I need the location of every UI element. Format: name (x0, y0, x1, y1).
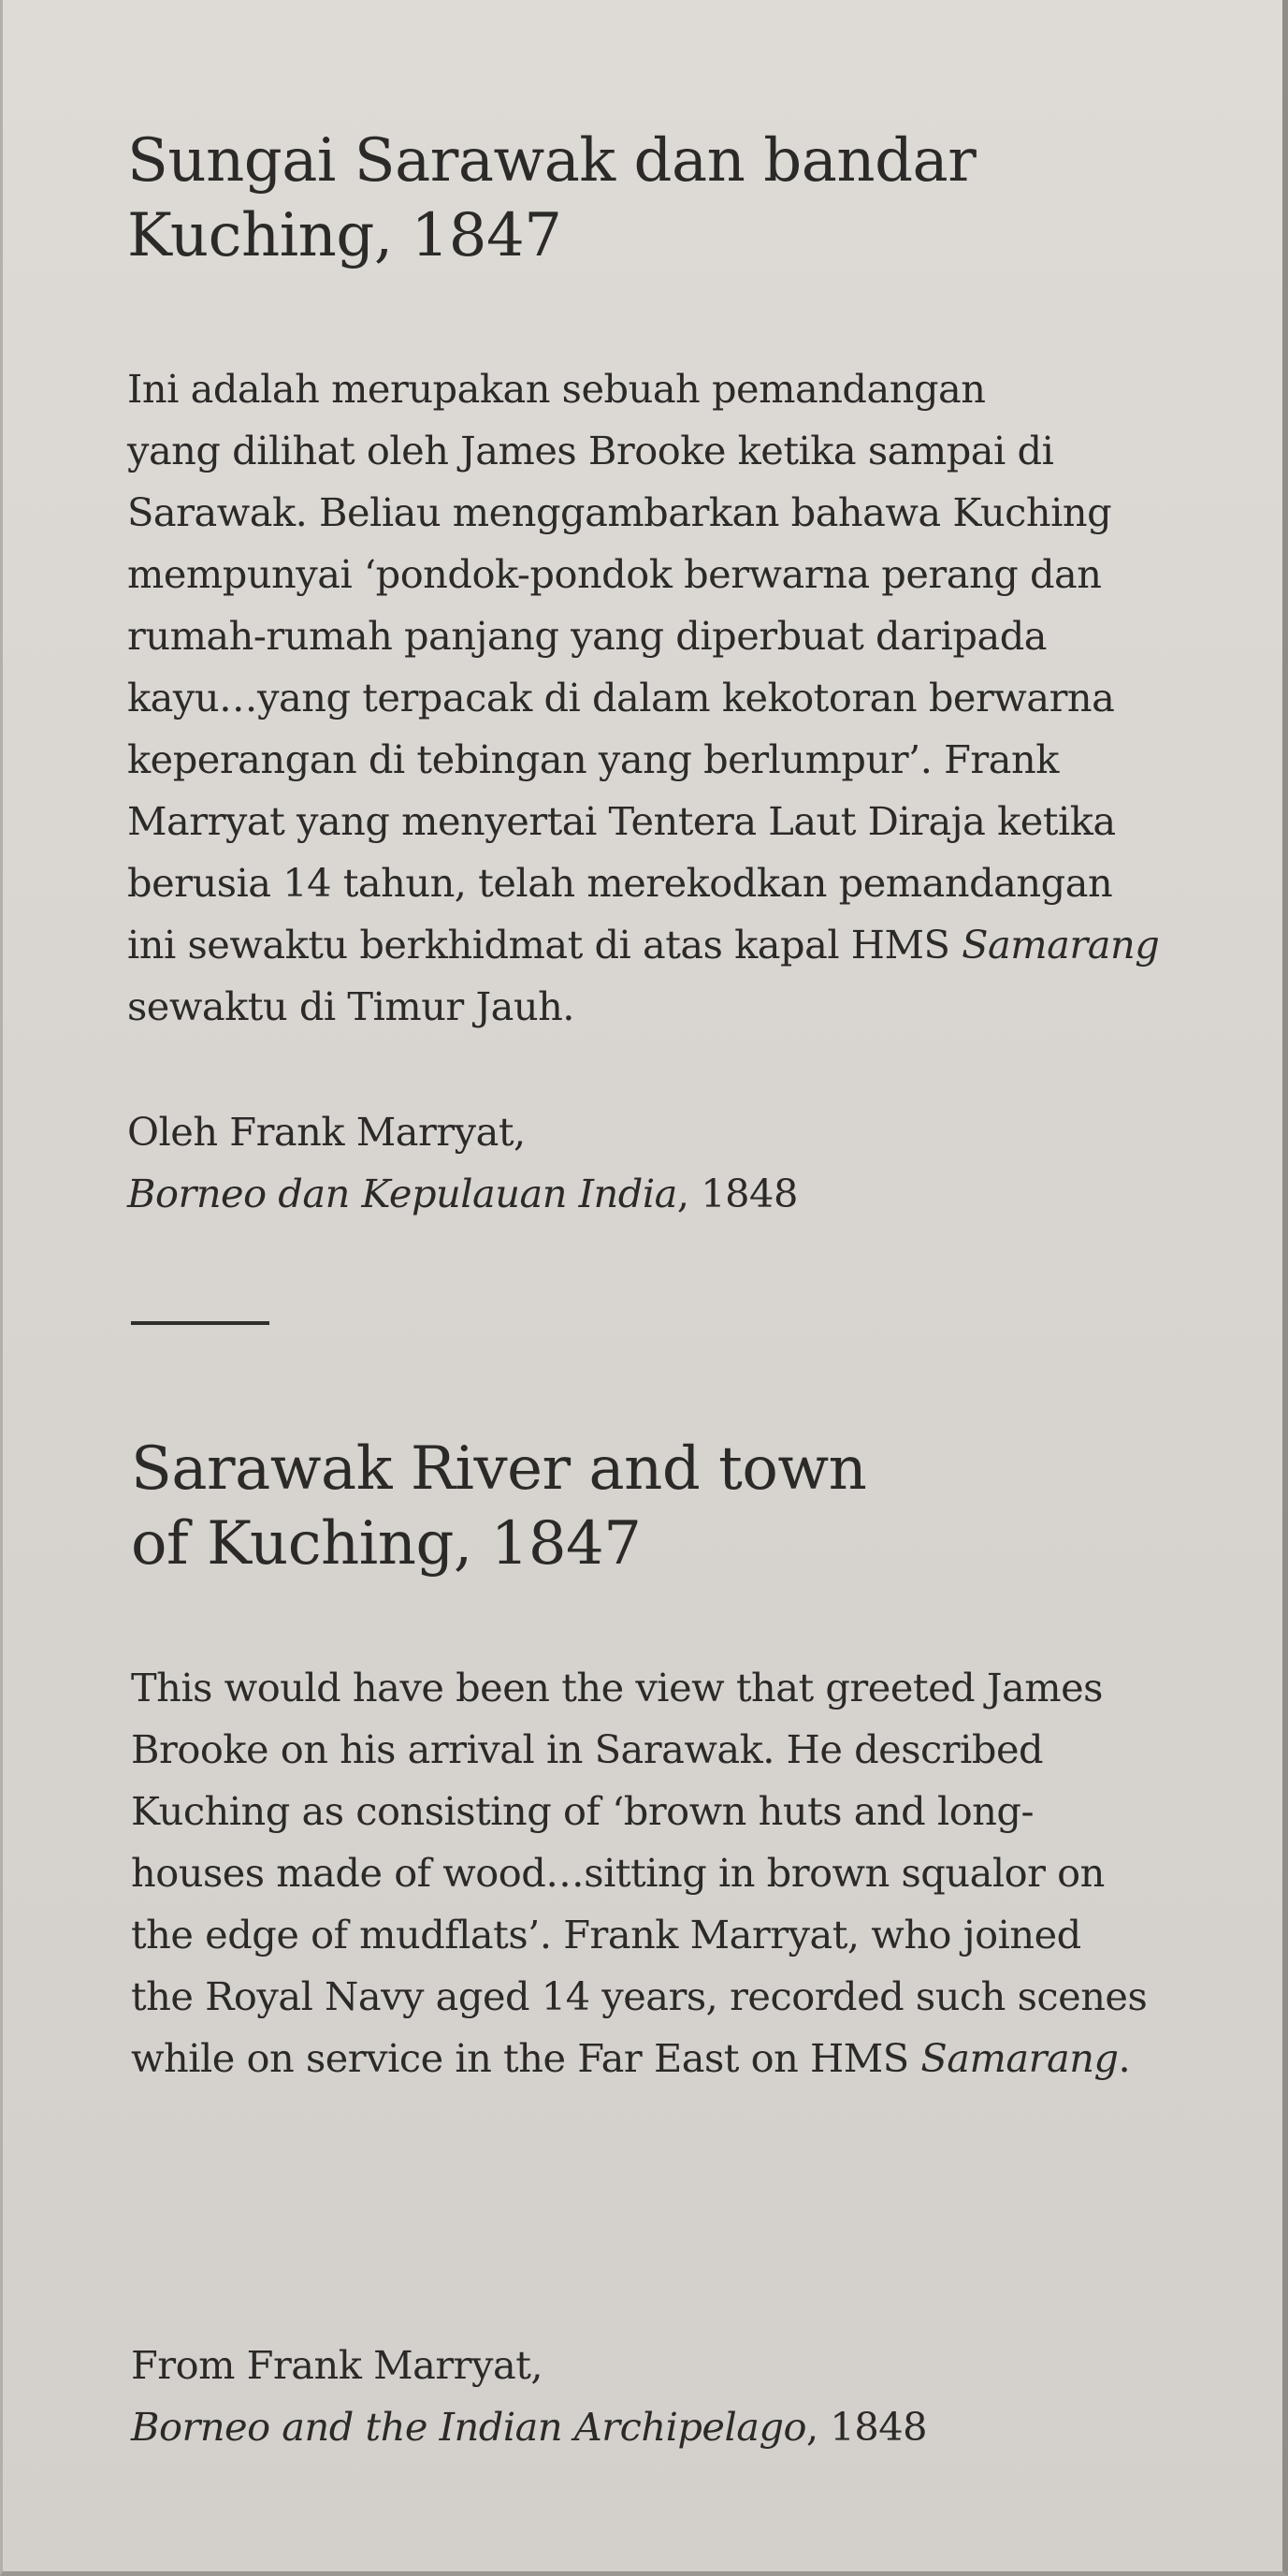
malay-body-line: ini sewaktu berkhidmat di atas kapal HMS (127, 922, 962, 968)
english-description (131, 1657, 1216, 2089)
english-credit (131, 2335, 1207, 2458)
english-ship-name: Samarang (920, 2035, 1119, 2081)
english-title-line-1: Sarawak River and town (131, 1434, 867, 1504)
malay-credit-year: , 1848 (676, 1171, 798, 1216)
malay-body-line: rumah-rumah panjang yang diperbuat daripada (127, 613, 1048, 659)
malay-title-line-2: Kuching, 1847 (127, 201, 562, 270)
malay-credit-book: Borneo dan Kepulauan India (127, 1171, 677, 1216)
english-credit-book: Borneo and the Indian Archipelago (131, 2404, 807, 2450)
english-body-line: houses made of wood…sitting in brown squalor on (131, 1850, 1105, 1896)
english-body-line: while on service in the Far East on HMS (131, 2035, 921, 2081)
english-credit-author: From Frank Marryat, (131, 2342, 543, 2388)
malay-title-line-1: Sungai Sarawak dan bandar (127, 126, 977, 196)
malay-credit-author: Oleh Frank Marryat, (127, 1109, 526, 1155)
malay-body-line: Ini adalah merupakan sebuah pemandangan (127, 366, 986, 412)
malay-body-line: kayu…yang terpacak di dalam kekotoran berwarna (127, 675, 1115, 720)
english-title-line-2: of Kuching, 1847 (131, 1509, 642, 1579)
malay-body-line: berusia 14 tahun, telah merekodkan pemandangan (127, 860, 1113, 906)
english-body-line: Kuching as consisting of ‘brown huts and long- (131, 1788, 1035, 1834)
malay-title (127, 124, 1203, 273)
malay-body-line: Marryat yang menyertai Tentera Laut Diraja ketika (127, 798, 1116, 844)
malay-body-line: sewaktu di Timur Jauh. (127, 983, 574, 1029)
malay-ship-name: Samarang (962, 922, 1160, 968)
malay-credit (127, 1101, 1203, 1225)
english-body-line: the Royal Navy aged 14 years, recorded such scenes (131, 1973, 1148, 2019)
malay-body-line: Sarawak. Beliau menggambarkan bahawa Kuching (127, 489, 1112, 535)
english-title (131, 1432, 1207, 1581)
english-body-line: the edge of mudflats’. Frank Marryat, who joined (131, 1912, 1081, 1957)
section-divider (131, 1321, 269, 1325)
malay-description (127, 358, 1212, 1038)
english-body-line: Brooke on his arrival in Sarawak. He described (131, 1726, 1044, 1772)
malay-body-line: keperangan di tebingan yang berlumpur’. Frank (127, 736, 1059, 782)
malay-body-line: mempunyai ‘pondok-pondok berwarna perang dan (127, 551, 1102, 597)
malay-body-line: yang dilihat oleh James Brooke ketika sampai di (127, 428, 1054, 473)
english-ship-suffix: . (1118, 2035, 1131, 2081)
english-credit-year: , 1848 (806, 2404, 928, 2450)
english-body-line: This would have been the view that greeted James (131, 1665, 1103, 1710)
